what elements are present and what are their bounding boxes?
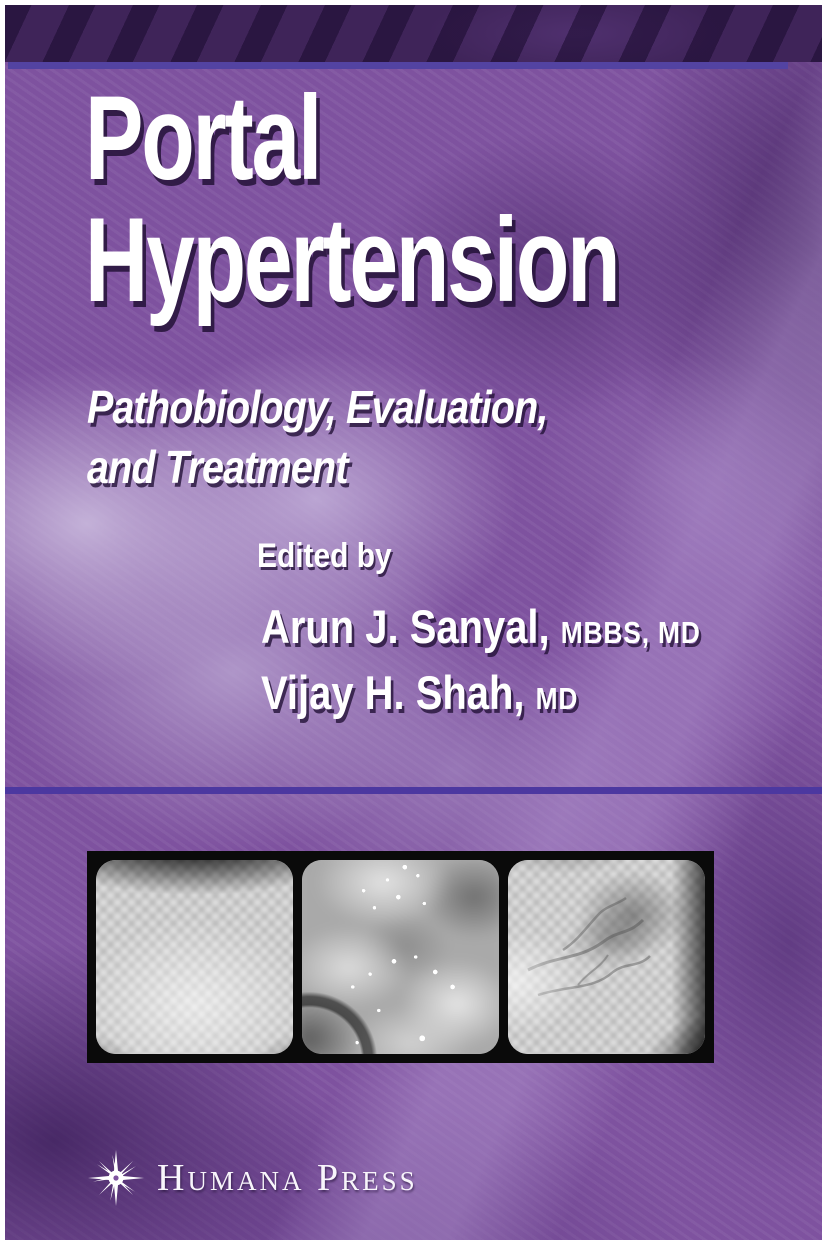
vignette-shading [96,860,293,1054]
edited-by-label: Edited by [257,537,392,575]
endoscopy-strip [87,851,714,1063]
editor-1-degrees: MBBS, MD [560,615,701,650]
editor-2-name: Vijay H. Shah, [261,666,525,719]
editor-2 [261,665,578,720]
book-title-line2: Hypertension [85,193,619,327]
vignette-shading [508,860,705,1054]
endoscopy-image-right [508,860,705,1054]
publisher-block [87,1147,418,1209]
publisher-name: Humana Press [157,1157,418,1199]
sunburst-star-icon [87,1149,145,1207]
editor-2-degrees: MD [535,681,579,716]
highlight-specks [302,860,499,1054]
book-subtitle-line1: Pathobiology, Evaluation, [87,381,548,433]
top-dark-band [5,5,822,62]
book-subtitle [87,377,548,497]
endoscopy-image-left [96,860,293,1054]
editor-1-name: Arun J. Sanyal, [261,600,550,653]
divider-top [8,62,788,69]
divider-middle [5,787,822,794]
editor-1 [261,599,701,654]
book-title-line1: Portal [85,71,321,205]
endoscopy-image-center [302,860,499,1054]
book-subtitle-line2: and Treatment [87,441,348,493]
book-title [85,71,619,327]
